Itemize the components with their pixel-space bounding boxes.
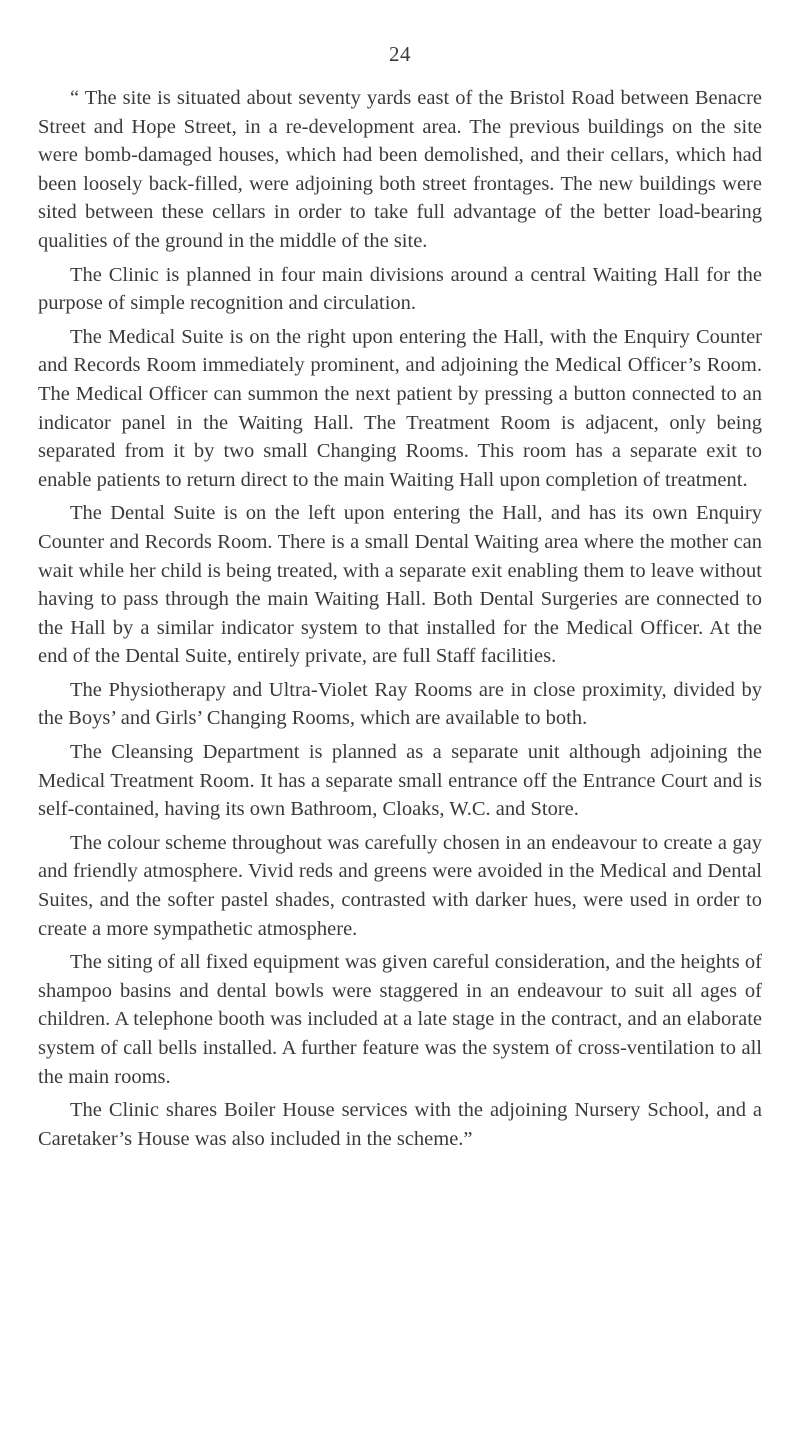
paragraph-colour-scheme: The colour scheme throughout was carefully chosen in an endeavour to create a gay and friendly atmosphere. Vivid reds and greens were avoided in the Medical and Dental Suites, and the softer pastel shades, contrasted with darker hues, were used in order to create a more sympathetic atmosphere.	[38, 831, 762, 940]
paragraph-dental-suite: The Dental Suite is on the left upon entering the Hall, and has its own Enquiry Counter and Records Room. There is a small Dental Waiting area where the mother can wait while her child is being treated, with a separate exit enabling them to leave without having to pass through the main Waiting Hall. Both Dental Surgeries are connected to the Hall by a similar indicator system to that installed for the Medical Officer. At the end of the Dental Suite, entirely private, are full Staff facilities.	[38, 502, 762, 668]
body-text	[38, 84, 762, 1153]
paragraph-boiler-house: The Clinic shares Boiler House services with the adjoining Nursery School, and a Caretaker’s House was also included in the scheme.”	[38, 1099, 762, 1150]
paragraph-physiotherapy: The Physiotherapy and Ultra-Violet Ray Rooms are in close proximity, divided by the Boys’ and Girls’ Changing Rooms, which are available to both.	[38, 678, 762, 730]
paragraph-cleansing-department: The Cleansing Department is planned as a separate unit although adjoining the Medical Treatment Room. It has a separate small entrance off the Entrance Court and is self-contained, having its own Bathroom, Cloaks, W.C. and Store.	[38, 741, 762, 821]
paragraph-fixed-equipment: The siting of all fixed equipment was given careful consideration, and the heights of shampoo basins and dental bowls were staggered in an endeavour to suit all ages of children. A telephone booth was included at a late stage in the contract, and an elaborate system of call bells installed. A further feature was the system of cross-ventilation to all the main rooms.	[38, 951, 762, 1088]
paragraph-medical-suite: The Medical Suite is on the right upon entering the Hall, with the Enquiry Counter and Records Room immediately prominent, and adjoining the Medical Officer’s Room. The Medical Officer can summon the next patient by pressing a button connected to an indicator panel in the Waiting Hall. The Treatment Room is adjacent, only being separated from it by two small Changing Rooms. This room has a separate exit to enable patients to return direct to the main Waiting Hall upon completion of treatment.	[38, 325, 762, 491]
paragraph-clinic-divisions: The Clinic is planned in four main divisions around a central Waiting Hall for the purpose of simple recognition and circulation.	[38, 263, 762, 315]
page-number: 24	[389, 42, 411, 66]
paragraph-site: “ The site is situated about seventy yards east of the Bristol Road between Benacre Street and Hope Street, in a re-development area. The previous buildings on the site were bomb-damaged houses, which had been demolished, and their cellars, which had been loosely back-filled, were adjoining both street frontages. The new buildings were sited between these cellars in order to take full advantage of the better load-bearing qualities of the ground in the middle of the site.	[38, 87, 762, 252]
